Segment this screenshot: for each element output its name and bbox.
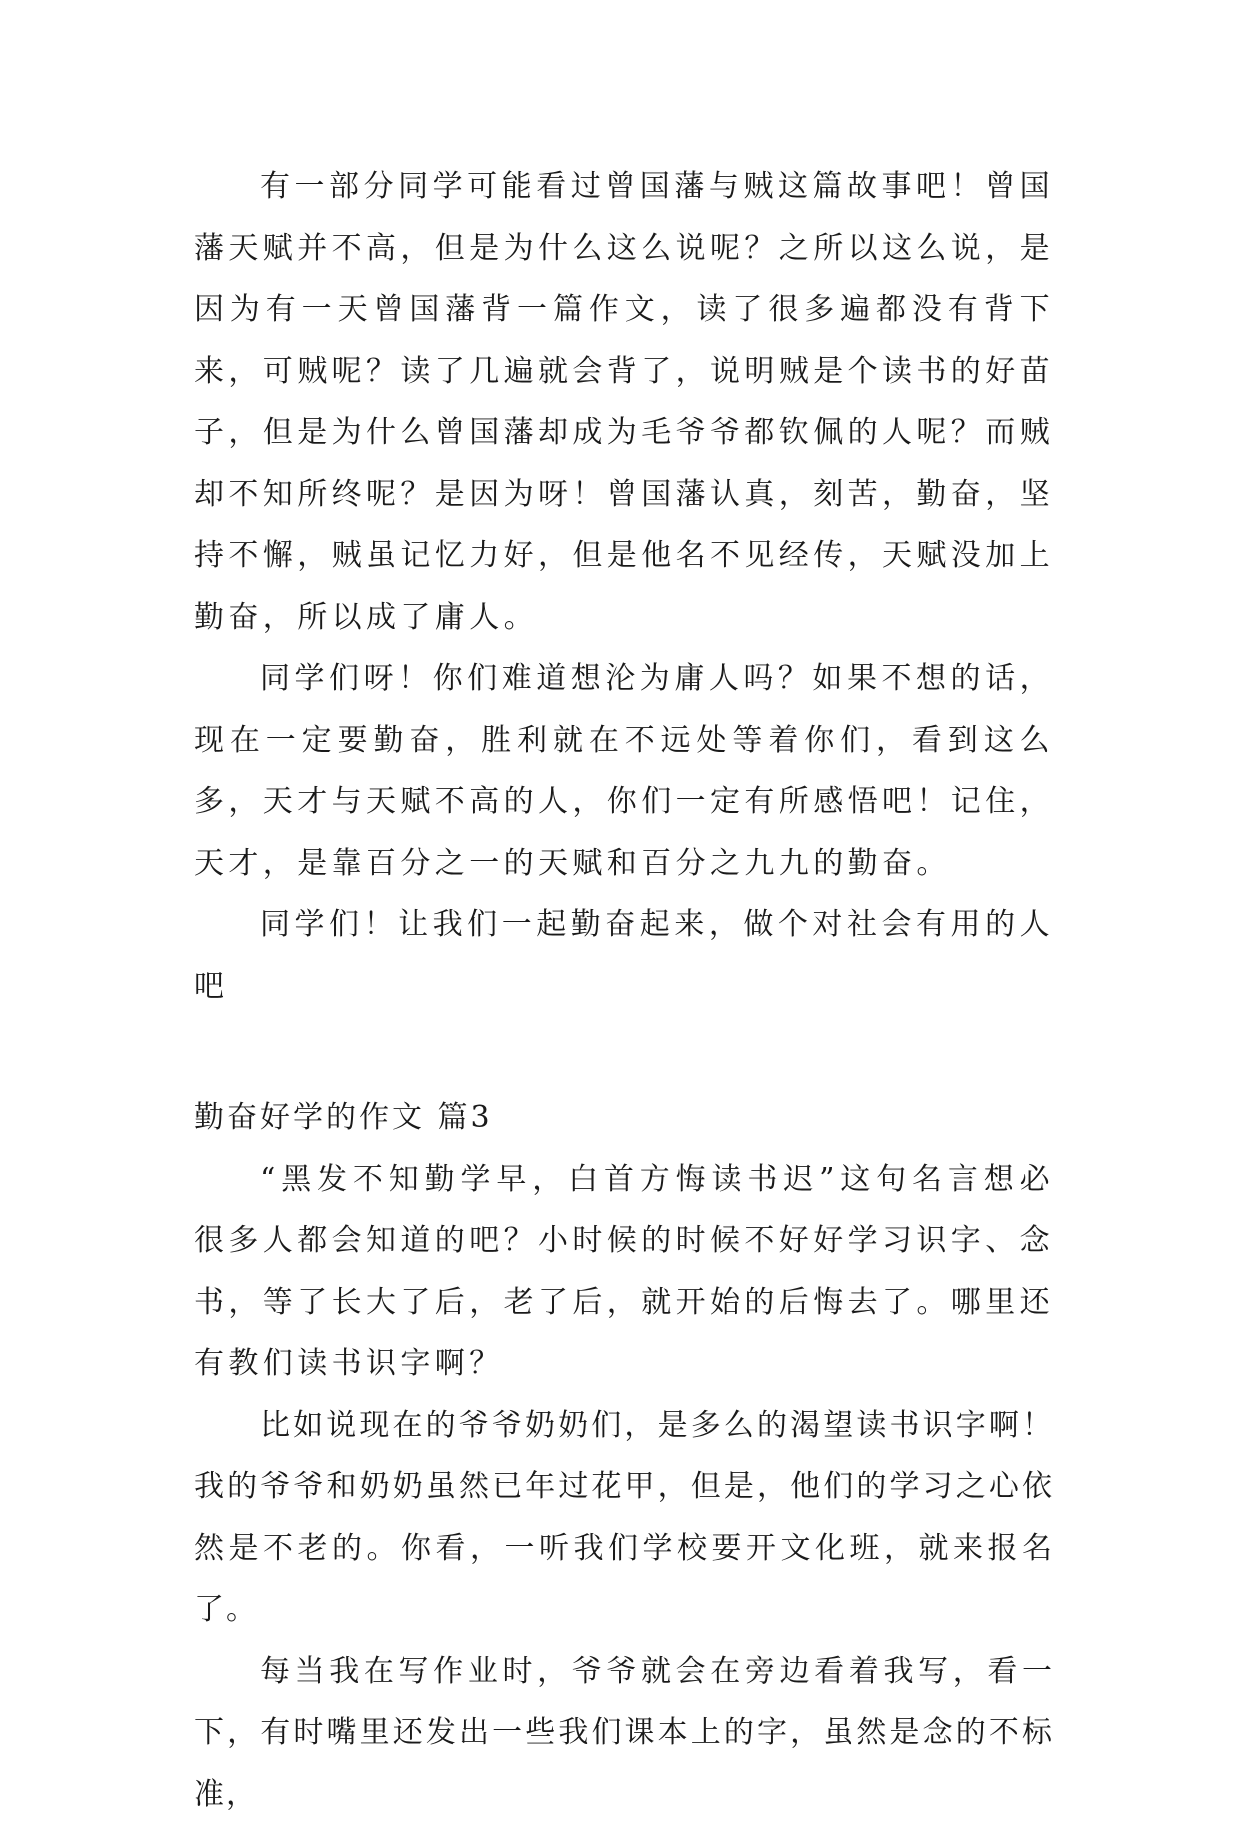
section-heading: 勤奋好学的作文 篇3 <box>194 1087 1054 1149</box>
paragraph-grandparents: 比如说现在的爷爷奶奶们，是多么的渴望读书识字啊！我的爷爷和奶奶虽然已年过花甲，但是，他们的学习之心依然是不老的。你看，一听我们学校要开文化班，就来报名了。 <box>194 1395 1054 1641</box>
paragraph-zeng-guofan-story: 有一部分同学可能看过曾国藩与贼这篇故事吧！曾国藩天赋并不高，但是为什么这么说呢？之所以这么说，是因为有一天曾国藩背一篇作文，读了很多遍都没有背下来，可贼呢？读了几遍就会背了，说明贼是个读书的好苗子，但是为什么曾国藩却成为毛爷爷都钦佩的人呢？而贼却不知所终呢？是因为呀！曾国藩认真，刻苦，勤奋，坚持不懈，贼虽记忆力好，但是他名不见经传，天赋没加上勤奋，所以成了庸人。 <box>194 156 1054 648</box>
paragraph-proverb: “黑发不知勤学早，白首方悔读书迟”这句名言想必很多人都会知道的吧？小时候的时候不好好学习识字、念书，等了长大了后，老了后，就开始的后悔去了。哪里还有教们读书识字啊？ <box>194 1149 1054 1395</box>
document-page <box>194 156 1054 1825</box>
paragraph-closing-call: 同学们！让我们一起勤奋起来，做个对社会有用的人吧 <box>194 894 1054 1017</box>
paragraph-homework: 每当我在写作业时，爷爷就会在旁边看着我写，看一下，有时嘴里还发出一些我们课本上的字，虽然是念的不标准， <box>194 1641 1054 1825</box>
paragraph-classmates-appeal: 同学们呀！你们难道想沦为庸人吗？如果不想的话，现在一定要勤奋，胜利就在不远处等着你们，看到这么多，天才与天赋不高的人，你们一定有所感悟吧！记住，天才，是靠百分之一的天赋和百分之九九的勤奋。 <box>194 648 1054 894</box>
section-gap <box>194 1017 1054 1087</box>
